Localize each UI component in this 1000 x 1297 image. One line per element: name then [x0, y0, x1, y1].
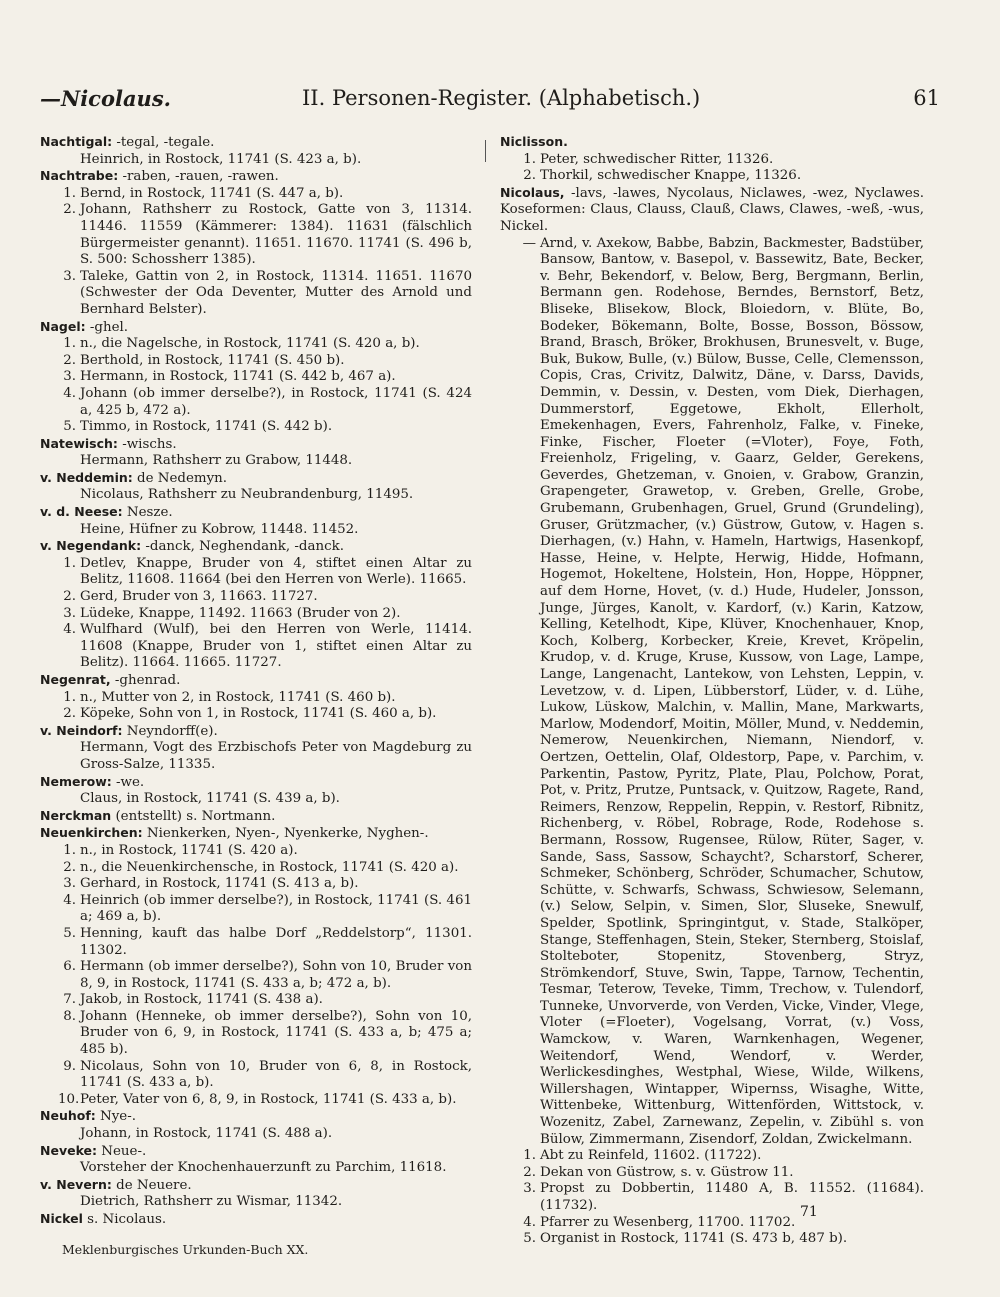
item-number: 3.: [63, 876, 76, 892]
headword: v. d. Neese:: [40, 504, 123, 520]
register-numbered-item: [40, 369, 472, 386]
page-number: 61: [913, 86, 940, 110]
item-number: 4.: [63, 622, 76, 638]
item-number: 1.: [63, 336, 76, 352]
item-number: 7.: [63, 992, 76, 1008]
item-text: Timmo, in Rostock, 11741 (S. 442 b).: [80, 419, 333, 435]
item-number: 5.: [523, 1231, 536, 1247]
item-number: 2.: [63, 352, 76, 368]
headword-variants: -ghel.: [85, 319, 129, 335]
item-text: Nicolaus, Sohn von 10, Bruder von 6, 8, in Rostock, 11741 (S. 433 a, b).: [80, 1058, 472, 1091]
item-number: 1.: [63, 185, 76, 201]
item-text: Hermann, in Rostock, 11741 (S. 442 b, 467 a).: [80, 369, 396, 385]
headword: Natewisch:: [40, 435, 118, 451]
register-entry-head: [40, 538, 472, 556]
item-text: Wulfhard (Wulf), bei den Herren von Werle, 11414. 11608 (Knappe, Bruder von 1, stiftet einen Altar zu Belitz). 11664. 11665. 11727.: [80, 622, 472, 671]
register-entry-head: [40, 470, 472, 488]
register-numbered-item: [40, 419, 472, 436]
register-subentry: Hermann, Vogt des Erzbischofs Peter von Magdeburg zu Gross-Salze, 11335.: [80, 740, 472, 772]
right-column: [500, 134, 924, 1248]
headword-variants: Nesze.: [122, 505, 173, 521]
item-text: Lüdeke, Knappe, 11492. 11663 (Bruder von 2).: [80, 605, 401, 621]
item-number: 6.: [63, 959, 76, 975]
register-numbered-item: [40, 893, 472, 926]
item-number: 1.: [523, 151, 536, 167]
column-divider: [485, 140, 486, 162]
item-text: Dekan von Güstrow, s. v. Güstrow 11.: [540, 1164, 794, 1180]
headword-variants: -danck, Neghendank, -danck.: [141, 539, 344, 555]
item-number: 3.: [63, 268, 76, 284]
item-number: 2.: [523, 168, 536, 184]
register-entry-head: [40, 1211, 472, 1229]
headword-variants: Nye-.: [95, 1109, 137, 1125]
item-text: Peter, schwedischer Ritter, 11326.: [540, 151, 774, 167]
headword-variants: -we.: [111, 774, 145, 790]
register-entry-head: [40, 774, 472, 792]
item-number: 1.: [63, 842, 76, 858]
register-numbered-item: [40, 186, 472, 203]
item-number: 2.: [63, 706, 76, 722]
item-number: 3.: [63, 369, 76, 385]
running-head-left: —Nicolaus.: [40, 86, 171, 111]
item-text: Pfarrer zu Wesenberg, 11700. 11702.: [540, 1214, 796, 1230]
item-text: Gerd, Bruder von 3, 11663. 11727.: [80, 589, 318, 605]
item-text: Johann (Henneke, ob immer derselbe?), Sohn von 10, Bruder von 6, 9, in Rostock, 11741 (S. 433 a, b; 475 a; 485 b).: [80, 1008, 472, 1058]
register-subentry: Claus, in Rostock, 11741 (S. 439 a, b).: [80, 791, 340, 807]
register-subentry: Vorsteher der Knochenhauerzunft zu Parchim, 11618.: [80, 1160, 447, 1176]
register-subentry: Hermann, Rathsherr zu Grabow, 11448.: [80, 453, 353, 469]
item-text: Detlev, Knappe, Bruder von 4, stiftet einen Altar zu Belitz, 11608. 11664 (bei den Herren von Werle). 11665.: [80, 555, 472, 588]
item-number: 1.: [523, 1148, 536, 1164]
register-numbered-item: [40, 860, 472, 877]
item-number: 10.: [58, 1091, 80, 1107]
item-text: Berthold, in Rostock, 11741 (S. 450 b).: [80, 352, 345, 368]
headword: v. Neindorf:: [40, 722, 123, 738]
headword: Nachtigal:: [40, 134, 113, 149]
item-number: 2.: [523, 1164, 536, 1180]
register-numbered-item: [500, 152, 924, 169]
register-numbered-item: [40, 202, 472, 268]
register-numbered-item: [40, 843, 472, 860]
item-text: Taleke, Gattin von 2, in Rostock, 11314. 11651. 11670 (Schwester der Oda Deventer, Mutter des Arnold und Bernhard Belster).: [80, 268, 472, 317]
headword-variants: de Nedemyn.: [132, 470, 228, 486]
headword: Negenrat,: [40, 672, 111, 687]
headword-variants: -ghenrad.: [110, 673, 181, 688]
register-numbered-item: [40, 706, 472, 723]
headword: v. Neddemin:: [40, 469, 133, 485]
register-numbered-item: [40, 622, 472, 672]
item-text: Peter, Vater von 6, 8, 9, in Rostock, 11741 (S. 433 a, b).: [80, 1091, 457, 1107]
item-text: Gerhard, in Rostock, 11741 (S. 413 a, b).: [80, 876, 359, 892]
item-text: Johann, Rathsherr zu Rostock, Gatte von 3, 11314. 11446. 11559 (Kämmerer: 1384). 11631 (fälschlich Bürgermeister genannt). 11651. 11670. 11741 (S. 496 b, S. 500: Schossherr 1385).: [80, 202, 472, 268]
headword: Nagel:: [40, 318, 86, 334]
register-subentry: Nicolaus, Rathsherr zu Neubrandenburg, 11495.: [80, 487, 414, 503]
register-entry-head: [40, 168, 472, 186]
register-subentry: Dietrich, Rathsherr zu Wismar, 11342.: [80, 1194, 343, 1210]
item-text: Heinrich (ob immer derselbe?), in Rostock, 11741 (S. 461 a; 469 a, b).: [80, 892, 472, 925]
item-number: 4.: [63, 385, 76, 401]
register-numbered-item: [40, 1059, 472, 1092]
signature-mark: 71: [800, 1204, 818, 1220]
register-entry-head: [40, 672, 472, 690]
headword-variants: -tegal, -tegale.: [112, 135, 215, 150]
register-entry-head: [40, 1177, 472, 1195]
item-number: 9.: [63, 1058, 76, 1074]
item-number: 3.: [63, 605, 76, 621]
headword: Nemerow:: [40, 773, 112, 789]
register-entry-head: [40, 436, 472, 454]
headword: v. Negendank:: [40, 538, 142, 554]
register-entry-head: [40, 319, 472, 337]
item-text: Henning, kauft das halbe Dorf „Reddelstorp“, 11301. 11302.: [80, 925, 472, 958]
item-text: n., in Rostock, 11741 (S. 420 a).: [80, 842, 298, 858]
item-text: Hermann (ob immer derselbe?), Sohn von 10, Bruder von 8, 9, in Rostock, 11741 (S. 433 a, b; 472 a, b).: [80, 959, 472, 991]
item-text: n., Mutter von 2, in Rostock, 11741 (S. 460 b).: [80, 689, 396, 705]
register-numbered-item: [40, 556, 472, 589]
register-numbered-item: [40, 926, 472, 959]
register-entry-head: [40, 825, 472, 843]
item-number: 1.: [63, 689, 76, 705]
headword: Nickel: [40, 1211, 83, 1226]
item-text: n., die Nagelsche, in Rostock, 11741 (S. 420 a, b).: [80, 336, 420, 352]
item-text: Propst zu Dobbertin, 11480 A, B. 11552. (11684). (11732).: [540, 1181, 924, 1213]
headword-variants: -raben, -rauen, -rawen.: [118, 169, 279, 185]
register-entry-head: [500, 134, 924, 152]
running-head-title: II. Personen-Register. (Alphabetisch.): [302, 86, 701, 110]
item-number: —: [522, 235, 536, 251]
headword-variants: s. Nicolaus.: [82, 1212, 167, 1227]
headword: Nicolaus,: [500, 184, 565, 200]
item-number: 2.: [63, 859, 76, 875]
item-number: 4.: [523, 1214, 536, 1230]
headword-variants: -wischs.: [117, 436, 177, 452]
register-subentry: Johann, in Rostock, 11741 (S. 488 a).: [80, 1126, 333, 1142]
headword: Nerckman: [40, 807, 112, 823]
register-entry-head: [40, 808, 472, 826]
register-numbered-item: [40, 1009, 472, 1059]
register-numbered-item: [500, 236, 924, 1149]
headword: Neveke:: [40, 1142, 98, 1158]
register-entry-head: [500, 185, 924, 236]
register-numbered-item: [500, 168, 924, 185]
item-text: Arnd, v. Axekow, Babbe, Babzin, Backmester, Badstüber, Bansow, Bantow, v. Basepol, v. Bassewitz, Bate, Becker, v. Behr, Bekendorf, v. Below, Berg, Bergmann, Berlin, Bermann gen. Rodehose, Berndes, Bernstorf, Betz, Bliseke, Blisekow, Block, Bloiedorn, v. Blüte, Bo, Bodeker, Bökemann, Bolte, Bosse, Bosson, Bössow, Brand, Brasch, Bröker, Brokhusen, Brunesvelt, v. Buge, Buk, Bukow, Bulle, (v.) Bülow, Busse, Celle, Clemensson, Copis, Cras, Crivitz, Dalwitz, Däne, v. Darss, Davids, Demmin, v. Dessin, v. Desten, vom Diek, Dierhagen, Dummerstorf, Eggetowe, Ekholt, Ellerholt, Emekenhagen, Evers, Fahrenholz, Falke, v. Fineke, Finke, Fischer, Floeter (=Vloter), Foye, Foth, Freienholz, Frigeling, v. Gaarz, Gelder, Gerekens, Geverdes, Ghetzeman, v. Gnoien, v. Grabow, Granzin, Grapengeter, Grawetop, v. Greben, Grelle, Grobe, Grubemann, Grubenhagen, Gruel, Grund (Grundeling), Gruser, Grützmacher, (v.) Güstrow, Gutow, v. Hagen s. Dierhagen, (v.) Hahn, v. Hameln, Hartwigs, Hasenkopf, Hasse, Heine, v. Helpte, Herwig, Hidde, Hofmann, Hogemot, Hokeltene, Holstein, Hon, Hoppe, Höppner, auf dem Horne, Hovet, (v. d.) Hude, Hudeler, Jonsson, Junge, Jürges, Kanolt, v. Kardorf, (v.) Karin, Katzow, Kelling, Ketelhodt, Kipe, Klüver, Knochenhauer, Knop, Koch, Kolberg, Korbecker, Kreie, Krevet, Kröpelin, Krudop, v. d. Kruge, Kruse, Kussow, von Lage, Lampe, Lange, Langenacht, Lantekow, von Lehsten, Leppin, v. Levetzow, v. d. Lipen, Lübberstorf, Lüder, v. d. Lühe, Lukow, Lüskow, Malchin, v. Mallin, Mane, Markwarts, Marlow, Modendorf, Moitin, Möller, Mund, v. Neddemin, Nemerow, Neuenkirchen, Niemann, Niendorf, v. Oertzen, Oettelin, Olaf, Oldestorp, Pape, v. Parchim, v. Parkentin, Pastow, Pyritz, Plate, Plau, Polchow, Porat, Pot, v. Pritz, Prutze, Puntsack, v. Quitzow, Ragete, Rand, Reimers, Renzow, Reppelin, Reppin, v. Restorf, Ribnitz, Richenberg, v. Röbel, Robrage, Rode, Rodehose s. Bermann, Rossow, Rugensee, Rülow, Rüter, Sager, v. Sande, Sass, Sassow, Schaycht?, Scharstorf, Scherer, Schmeker, Schönberg, Schröder, Schumacher, Schutow, Schütte, v. Schwarfs, Schwass, Schwiesow, Selemann, (v.) Selow, Selpin, v. Simen, Slor, Sluseke, Snewulf, Spelder, Spotlink, Springintgut, v. Stade, Stalköper, Stange, Steffenhagen, Stein, Steker, Sternberg, Stoislaf, Stolteboter, Stopenitz, Stovenberg, Stryz, Strömkendorf, Stuve, Swin, Tappe, Tarnow, Techentin, Tesmar, Teterow, Teveke, Timm, Trechow, v. Tulendorf, Tunneke, Unvorverde, von Verden, Vicke, Vinder, Vlege, Vloter (=Floeter), Vogelsang, Vorrat, (v.) Voss, Wamckow, v. Waren, Warnkenhagen, Wegener, Weitendorf, Wend, Wendorf, v. Werder, Werlickesdinghes, Westphal, Wiese, Wilde, Wilkens, Willershagen, Wintapper, Wipernss, Wisaghe, Witte, Wittenbeke, Wittenburg, Wittenförden, Wittstock, v. Wozenitz, Zabel, Zarnewanz, Zepelin, v. Zibühl s. von Bülow, Zimmermann, Zisendorf, Zoldan, Zwickelmann.: [540, 235, 924, 1147]
register-entry-head: [40, 134, 472, 152]
item-text: Abt zu Reinfeld, 11602. (11722).: [540, 1148, 762, 1164]
item-number: 8.: [63, 1008, 76, 1024]
register-entry-head: [40, 1108, 472, 1126]
register-numbered-item: [40, 589, 472, 606]
register-numbered-item: [40, 353, 472, 370]
item-number: 5.: [63, 419, 76, 435]
headword: Nachtrabe:: [40, 168, 119, 184]
headword: Niclisson.: [500, 134, 568, 149]
register-numbered-item: [40, 269, 472, 319]
item-text: Jakob, in Rostock, 11741 (S. 438 a).: [80, 992, 323, 1008]
register-subentry: Heinrich, in Rostock, 11741 (S. 423 a, b).: [80, 151, 362, 167]
headword-variants: (entstellt) s. Nortmann.: [111, 808, 276, 824]
register-entry-head: [40, 504, 472, 522]
register-numbered-item: [40, 386, 472, 419]
item-text: Bernd, in Rostock, 11741 (S. 447 a, b).: [80, 185, 344, 201]
page-header: [40, 86, 940, 120]
register-numbered-item: [40, 336, 472, 353]
register-numbered-item: [40, 959, 472, 992]
headword-variants: -lavs, -lawes, Nycolaus, Niclawes, -wez, Nyclawes. Koseformen: Claus, Clauss, Clauß, Claws, Clawes, -weß, -wus, Nickel.: [500, 185, 924, 234]
headword: Neuhof:: [40, 1108, 96, 1124]
left-column: [40, 134, 472, 1229]
headword: Neuenkirchen:: [40, 825, 143, 841]
item-text: Thorkil, schwedischer Knappe, 11326.: [540, 168, 802, 184]
register-numbered-item: [500, 1165, 924, 1182]
register-numbered-item: [40, 876, 472, 893]
register-numbered-item: [40, 1092, 472, 1109]
headword: v. Nevern:: [40, 1176, 112, 1192]
item-number: 2.: [63, 202, 76, 218]
item-text: Johann (ob immer derselbe?), in Rostock, 11741 (S. 424 a, 425 b, 472 a).: [80, 385, 472, 418]
headword-variants: de Neuere.: [111, 1177, 192, 1193]
register-entry-head: [40, 1143, 472, 1161]
item-number: 2.: [63, 589, 76, 605]
register-entry-head: [40, 723, 472, 741]
footer-imprint: Meklenburgisches Urkunden-Buch XX.: [62, 1242, 309, 1257]
register-numbered-item: [500, 1148, 924, 1165]
item-text: Köpeke, Sohn von 1, in Rostock, 11741 (S. 460 a, b).: [80, 706, 437, 722]
headword-variants: Nienkerken, Nyen-, Nyenkerke, Nyghen-.: [142, 826, 429, 842]
item-text: Organist in Rostock, 11741 (S. 473 b, 487 b).: [540, 1231, 848, 1247]
item-number: 5.: [63, 925, 76, 941]
headword-variants: Neue-.: [97, 1143, 147, 1159]
item-number: 3.: [523, 1181, 536, 1197]
register-numbered-item: [500, 1215, 924, 1232]
headword-variants: Neyndorff(e).: [122, 723, 218, 739]
register-numbered-item: [500, 1181, 924, 1214]
register-numbered-item: [500, 1231, 924, 1248]
item-number: 4.: [63, 892, 76, 908]
item-number: 1.: [63, 555, 76, 571]
register-numbered-item: [40, 992, 472, 1009]
register-subentry: Heine, Hüfner zu Kobrow, 11448. 11452.: [80, 521, 359, 537]
item-text: n., die Neuenkirchensche, in Rostock, 11741 (S. 420 a).: [80, 859, 459, 875]
register-numbered-item: [40, 690, 472, 707]
register-numbered-item: [40, 606, 472, 623]
